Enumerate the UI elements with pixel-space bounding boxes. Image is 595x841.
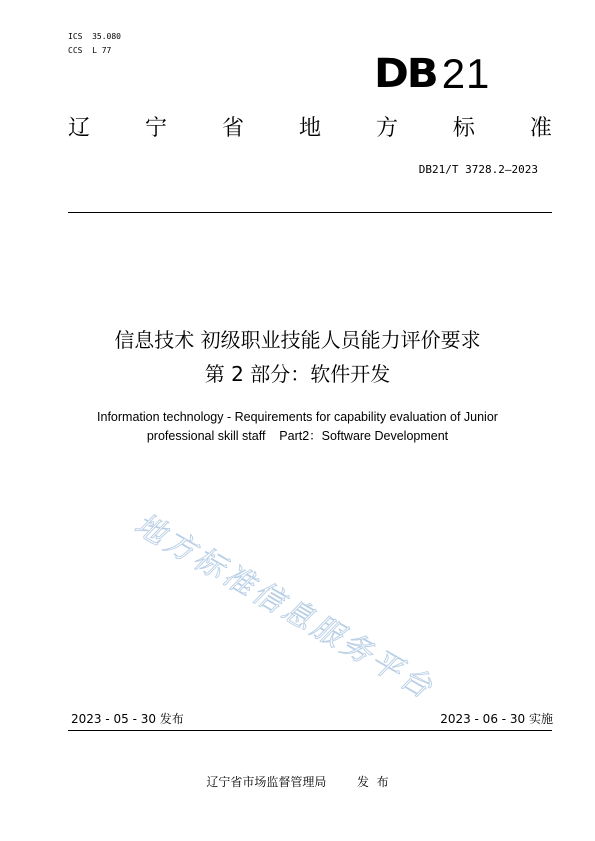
db21-logo [374, 52, 490, 96]
standard-number: DB21/T 3728.2—2023 [418, 163, 538, 176]
watermark: 地方标准信息服务平台 [128, 506, 441, 708]
implement-date: 2023 - 06 - 30 实施 [440, 712, 553, 726]
org-title-char: 准 [529, 116, 552, 141]
org-title-char: 省 [221, 116, 244, 141]
org-title-char: 辽 [68, 116, 91, 141]
issuer-line [0, 775, 595, 789]
org-title-char: 宁 [144, 116, 167, 141]
ics-code: ICS 35.080 [68, 32, 121, 41]
top-divider [68, 212, 552, 213]
db-region-number: 21 [441, 50, 491, 97]
title-en-line2: professional skill staff Part2：Software Development [146, 429, 449, 443]
classification-codes [68, 30, 121, 58]
ccs-code: CCS L 77 [68, 46, 112, 55]
org-title [68, 114, 552, 144]
bottom-divider [68, 730, 552, 731]
title-en-line1: Information technology - Requirements for capability evaluation of Junior [97, 410, 498, 424]
release-date: 2023 - 05 - 30 发布 [71, 712, 184, 726]
title-zh-line1: 信息技术 初级职业技能人员能力评价要求 [114, 328, 481, 352]
issue-action: 发 布 [356, 775, 389, 789]
org-title-char: 方 [375, 116, 398, 141]
issuer-name: 辽宁省市场监督管理局 [206, 775, 327, 789]
org-title-char: 标 [452, 116, 475, 141]
org-title-char: 地 [298, 116, 321, 141]
db-prefix: DB [374, 51, 437, 97]
title-zh-line2: 第 2 部分：软件开发 [204, 362, 391, 386]
